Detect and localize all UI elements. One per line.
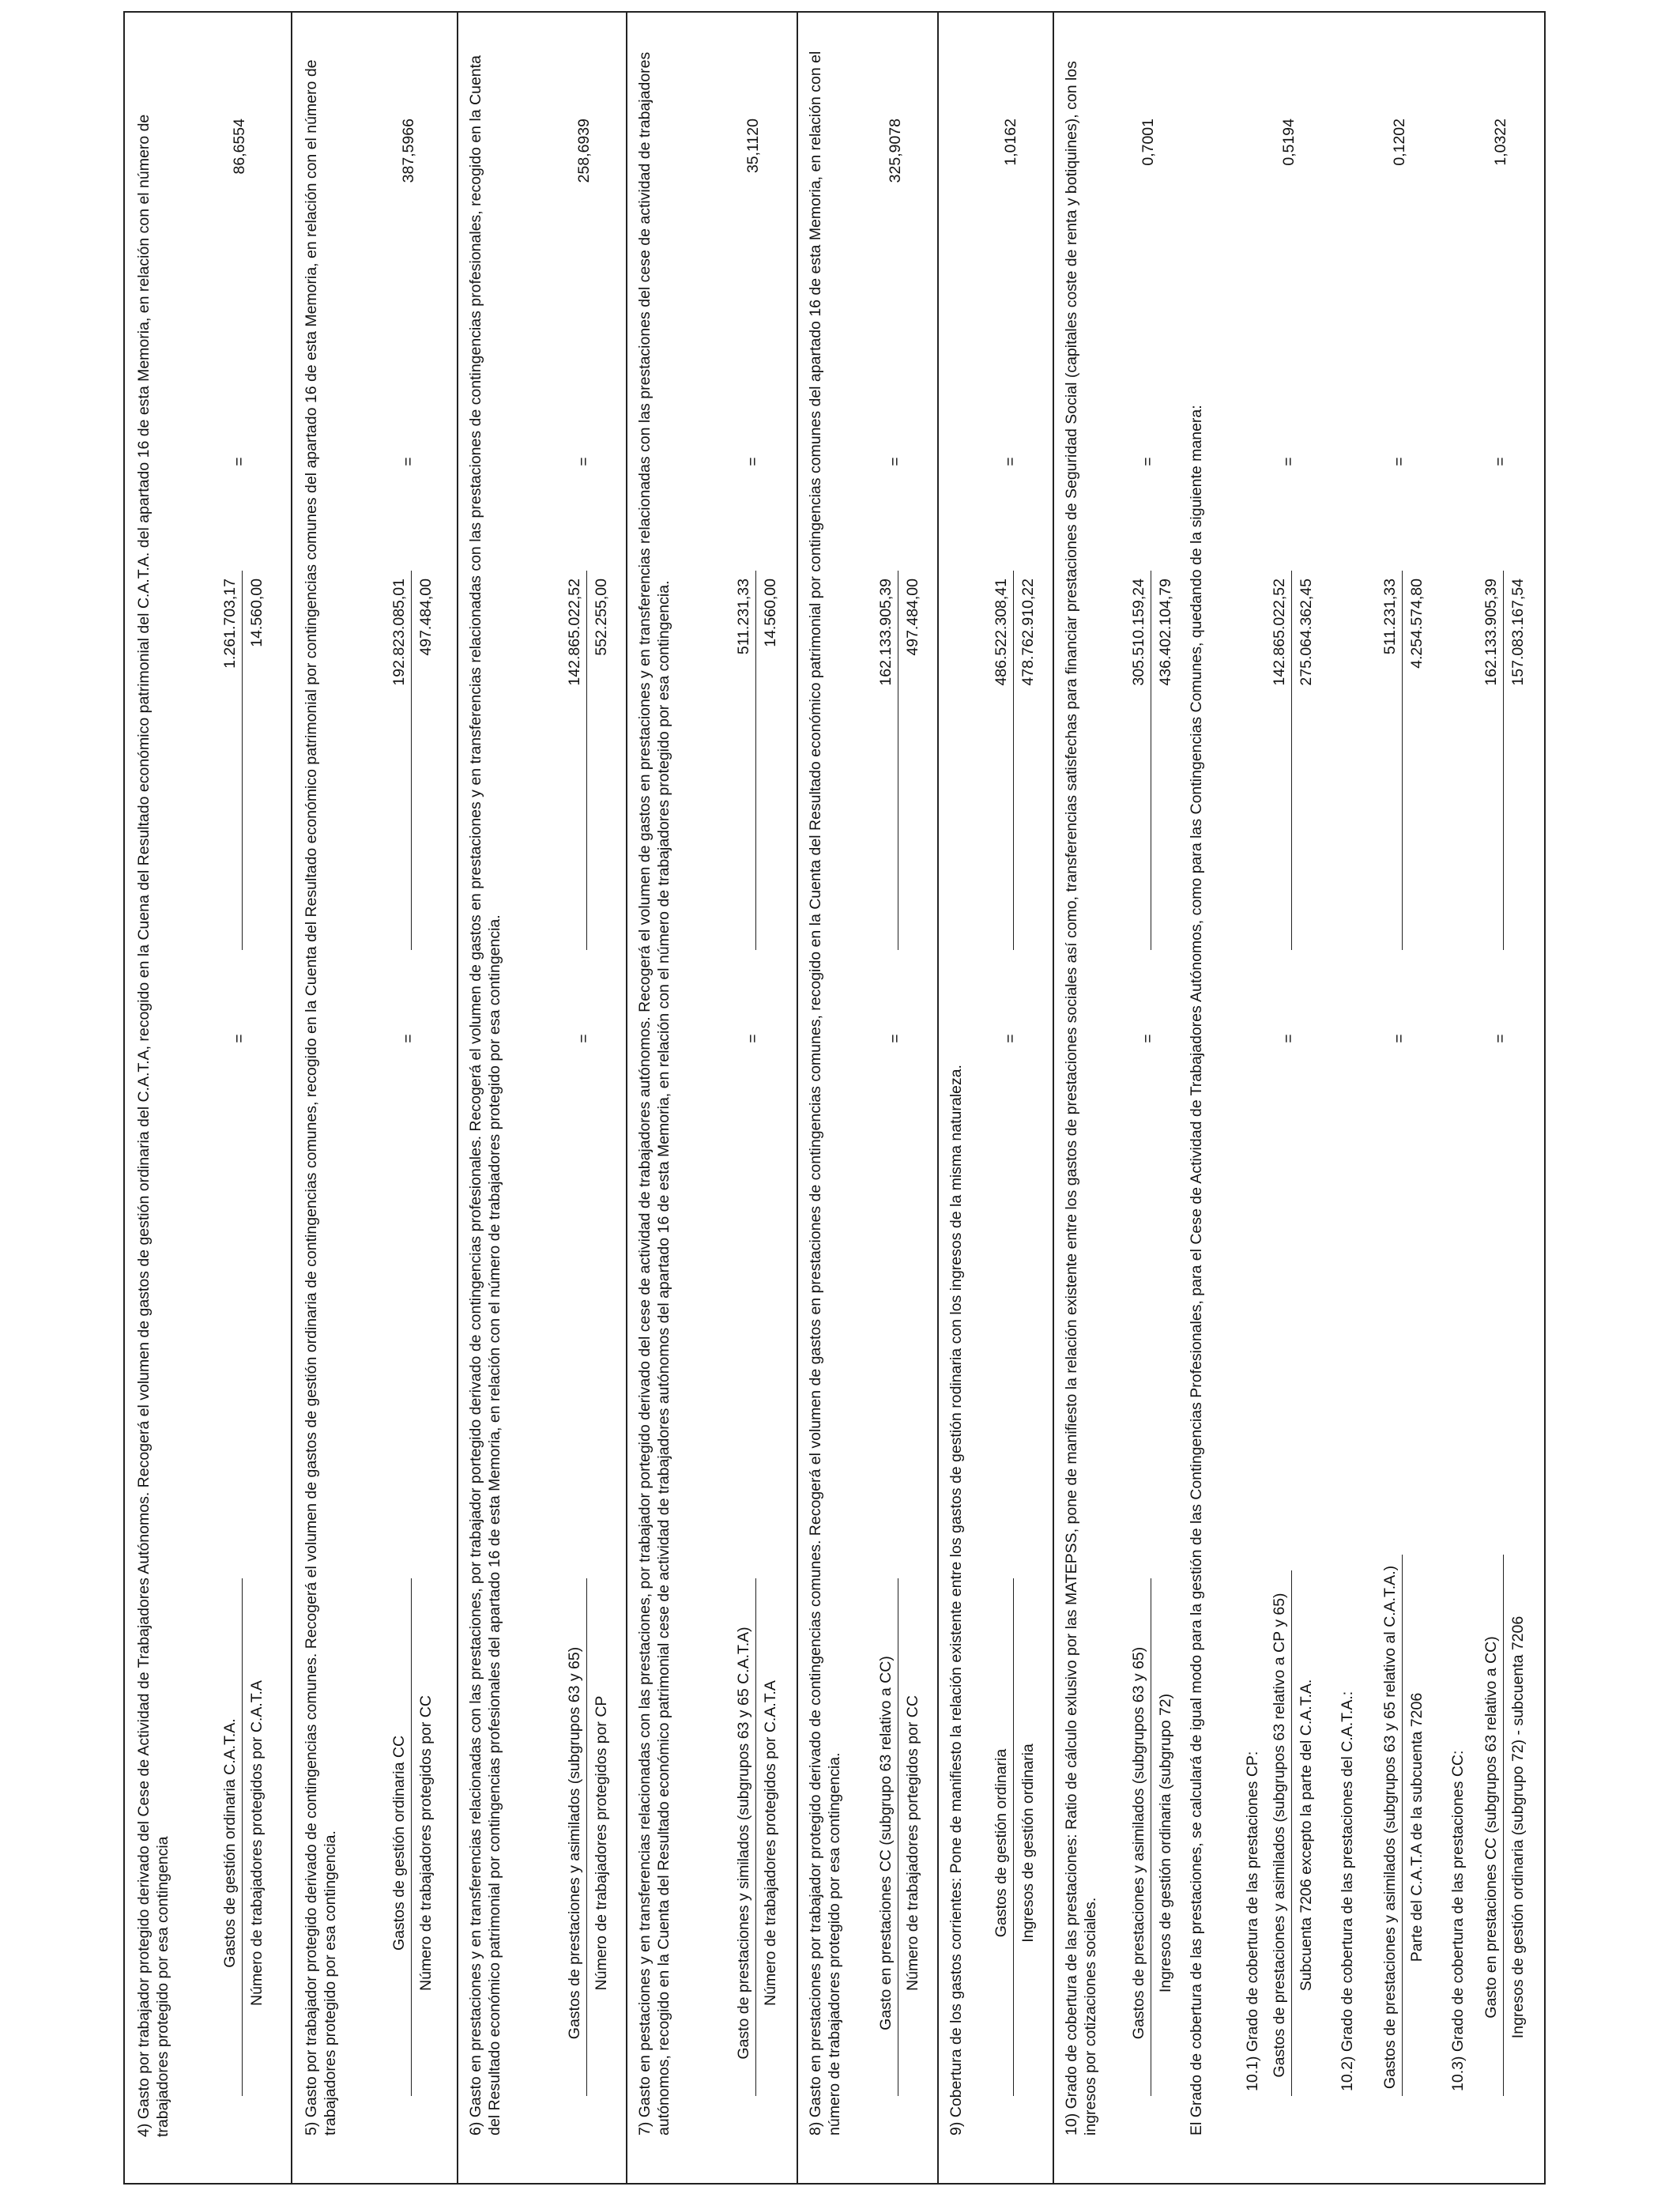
section-9-eq-2: = — [1002, 457, 1019, 466]
section-10-2-result: 0,1202 — [1391, 119, 1408, 166]
section-4-num-value: 1.261.703,17 — [221, 579, 239, 669]
section-10 — [1054, 13, 1543, 2183]
section-10-2-eq-1: = — [1391, 1034, 1408, 1043]
section-4-num-label: Gastos de gestión ordinaria C.A.T.A. — [221, 1718, 239, 1968]
section-5-den-value: 497.484,00 — [417, 579, 435, 656]
section-5-text: 5) Gasto por trabajador protegido derivado de contingencias comunes. Recogerá el volumen de gastos de gestión ordinaria de contingencias comunes, recogido en la Cuenta del Resultado económico patrimonial por contingencias comunes del apartado 16 de esta Memoria, en relación con el número de trabajadores protegido por esa contingencia. — [303, 59, 340, 2136]
section-6-den-value: 552.255,00 — [593, 579, 610, 656]
section-9-label-rule — [1013, 1578, 1014, 2096]
section-10-text: 10) Grado de cobertura de las prestaciones: Ratio de cálculo exlusivo por las MATEPSS, pone de manifiesto la relación existente entre los gastos de prestaciones sociales así como, transferencias satisfechas para financiar prestaciones de Seguridad Social (capitales coste de renta y botiquines), con los ingresos por cotizaciones sociales. — [1063, 61, 1100, 2136]
section-10-1-eq-1: = — [1280, 1034, 1298, 1043]
section-9-eq-1: = — [1002, 1034, 1019, 1043]
section-7 — [627, 13, 798, 2183]
section-10-1-num-label: Gastos de prestaciones y asimilados (subgrupos 63 relativo a CP y 65) — [1271, 1593, 1288, 2078]
section-4 — [125, 13, 292, 2183]
section-8-num-label: Gasto en prestaciones CC (subgrupo 63 relativo a CC) — [877, 1656, 895, 2030]
section-7-num-value: 511.231,33 — [735, 579, 752, 655]
section-10-3-title: 10.3) Grado de cobertura de las prestaciones CC: — [1449, 1750, 1467, 2091]
section-4-eq-2: = — [231, 457, 248, 466]
section-8 — [798, 13, 939, 2183]
section-8-result: 325,9078 — [887, 119, 904, 183]
section-8-text: 8) Gasto en prestaciones por trabajador protegido derivado de contingencias comunes. Recogerá el volumen de gastos en prestaciones de contingencias comunes, recogido en la Cuenta del Resultado económico patrimonial por contingencias comunes del apartado 16 de esta Memoria, en relación con el número de trabajadores protegido por esa contingencia. — [807, 51, 844, 2136]
section-10-eq-2: = — [1139, 457, 1157, 466]
section-6-label-rule — [586, 1578, 587, 2096]
section-5-value-rule — [411, 571, 412, 950]
section-10-den-label: Ingresos de gestión ordinaria (subgrupo 72) — [1157, 1693, 1174, 1993]
section-6-eq-2: = — [575, 457, 593, 466]
section-10-result: 0,7001 — [1139, 119, 1157, 166]
section-10-3-result: 1,0322 — [1492, 119, 1509, 166]
section-6-num-value: 142.865.022,52 — [566, 579, 583, 686]
section-10-2-title: 10.2) Grado de cobertura de las prestaciones del C.A.T.A.: — [1339, 1691, 1356, 2091]
section-7-value-rule — [755, 571, 756, 950]
section-8-eq-2: = — [887, 457, 904, 466]
section-5-eq-2: = — [400, 457, 417, 466]
section-6-result: 258,6939 — [575, 119, 593, 183]
section-9-num-value: 486.522.308,41 — [993, 579, 1010, 686]
section-6-value-rule — [586, 571, 587, 950]
section-9-den-label: Ingresos de gestión ordinaria — [1019, 1744, 1037, 1943]
section-9-num-label: Gastos de gestión ordinaria — [993, 1748, 1010, 1938]
section-10-2-num-value: 511.231,33 — [1381, 579, 1399, 655]
section-10-num-value: 305.510.159,24 — [1130, 579, 1147, 686]
rotated-page — [125, 13, 1544, 2183]
section-5-label-rule — [411, 1578, 412, 2096]
section-5-eq-1: = — [400, 1034, 417, 1043]
section-10-1-label-rule — [1291, 1570, 1292, 2096]
section-10-3-value-rule — [1503, 571, 1504, 950]
section-8-den-value: 497.484,00 — [904, 579, 921, 656]
section-10-1-den-value: 275.064.362,45 — [1298, 579, 1315, 686]
section-6-den-label: Número de trabajadores protegidos por CP — [593, 1695, 610, 1991]
section-10-1-result: 0,5194 — [1280, 119, 1298, 166]
section-10-3-eq-1: = — [1492, 1034, 1509, 1043]
section-5-num-label: Gastos de gestión ordinaria CC — [390, 1735, 408, 1951]
section-10-3-num-label: Gasto en prestaciones CC (subgrupos 63 relativo a CC) — [1482, 1636, 1500, 2019]
section-7-den-value: 14.560,00 — [762, 579, 779, 647]
section-10-2-den-label: Parte del C.A.T.A de la subcuenta 7206 — [1408, 1692, 1426, 1962]
section-6-num-label: Gastos de prestaciones y asimilados (subgrupos 63 y 65) — [566, 1646, 583, 2040]
section-10-1-eq-2: = — [1280, 457, 1298, 466]
section-8-eq-1: = — [887, 1034, 904, 1043]
section-9 — [939, 13, 1054, 2183]
section-6-eq-1: = — [575, 1034, 593, 1043]
section-4-result: 86,6554 — [231, 119, 248, 175]
section-10-3-eq-2: = — [1492, 457, 1509, 466]
section-10-1-num-value: 142.865.022,52 — [1271, 579, 1288, 686]
section-9-result: 1,0162 — [1002, 119, 1019, 166]
section-10-3-num-value: 162.133.905,39 — [1482, 579, 1500, 686]
section-7-eq-2: = — [744, 457, 762, 466]
section-7-num-label: Gasto de prestaciones y similados (subgrupos 63 y 65 C.A.T.A) — [735, 1627, 752, 2060]
section-10-2-num-label: Gastos de prestaciones y asimilados (subgrupos 63 y 65 relativo al C.A.T.A.) — [1381, 1565, 1399, 2090]
section-4-den-label: Número de trabajadores protegidos por C.A.T.A — [248, 1680, 266, 2006]
section-4-eq-1: = — [231, 1034, 248, 1043]
section-7-eq-1: = — [744, 1034, 762, 1043]
section-10-2-den-value: 4.254.574,80 — [1408, 579, 1426, 669]
section-8-num-value: 162.133.905,39 — [877, 579, 895, 686]
section-9-den-value: 478.762.910,22 — [1019, 579, 1037, 686]
section-10-2-value-rule — [1402, 571, 1403, 950]
section-10-1-den-label: Subcuenta 7206 excepto la parte del C.A.T.A. — [1298, 1679, 1315, 1992]
section-10-num-label: Gastos de prestaciones y asimilados (subgrupos 63 y 65) — [1130, 1646, 1147, 2040]
document-frame — [123, 11, 1546, 2185]
section-4-den-value: 14.560,00 — [248, 579, 266, 647]
section-9-value-rule — [1013, 571, 1014, 950]
section-10-1-value-rule — [1291, 571, 1292, 950]
section-10-den-value: 436.402.104,79 — [1157, 579, 1174, 686]
section-4-value-rule — [242, 571, 243, 950]
section-6-text: 6) Gasto en prestaciones y en transferencias relacionadas con las prestaciones, por trabajador portegido derivado de contingencias profesionales. Recogerá el volumen de gastos en prestaciones y en transferencias relacionadas con las prestaciones de contingencias profesionales, recogido en la Cuenta del Resultado económico patrimonial por contingencias profesionales del apartado 16 de esta Memoria, en relación con el número de trabajadores protegido por esa contingencia. — [467, 55, 504, 2136]
section-4-text: 4) Gasto por trabajador protegido derivado del Cese de Actividad de Trabajadores Autónomos. Recogerá el volumen de gastos de gestión ordinaria del C.A.T.A, recogido en la Cuena del Resultado económico patrimonial del C.A.T.A. del apartado 16 de esta Memoria, en relación con el número de trabajadores protegido por esa contingencia — [135, 114, 172, 2137]
section-8-den-label: Número de trabajadores portegidos por CC — [904, 1695, 921, 1991]
section-10-1-title: 10.1) Grado de cobertura de las prestaciones CP: — [1244, 1751, 1261, 2091]
section-10-3-label-rule — [1503, 1555, 1504, 2096]
section-7-text: 7) Gasto en pestaciones y en transferencias relacionadas con las prestaciones, por trabajador portegido derivado del cese de actividad de trabajadores autónomos. Recogerá el volumen de gastos en prestaciones y en transferencias relacionadas con las prestaciones del cese de actividad de trabajadores autónomos, recogido en la Cuenta del Resultado económico patrimonial cese de actividad de trabajadores autónomos del apartado 16 de esta Memoria, en relación con el número de trabajadores protegido por esa contingencia. — [636, 51, 673, 2136]
section-6 — [458, 13, 627, 2183]
section-5-num-value: 192.823.085,01 — [390, 579, 408, 686]
section-4-label-rule — [242, 1578, 243, 2096]
section-10-3-den-value: 157.083.167,54 — [1509, 579, 1527, 686]
section-10-eq-1: = — [1139, 1034, 1157, 1043]
section-7-label-rule — [755, 1578, 756, 2096]
section-10-2-eq-2: = — [1391, 457, 1408, 466]
section-7-result: 35,1120 — [744, 119, 762, 174]
section-7-den-label: Número de trabajadores protegidos por C.A.T.A — [762, 1680, 779, 2006]
section-9-text: 9) Cobertura de los gastos corrientes: Pone de manifiesto la relación existente entre los gastos de gestión rodinaria con los ingresos de la misma naturaleza. — [947, 1065, 965, 2136]
section-5 — [292, 13, 458, 2183]
section-10-2-label-rule — [1402, 1555, 1403, 2096]
section-10-3-den-label: Ingresos de gestión ordinaria (subgrupo 72) - subcuenta 7206 — [1509, 1615, 1527, 2039]
section-5-den-label: Número de trabajadores protegidos por CC — [417, 1695, 435, 1991]
section-5-result: 387,5966 — [400, 119, 417, 183]
section-10-text2: El Grado de cobertura de las prestaciones, se calculará de igual modo para la gestión de las Contingencias Profesionales, para el Cese de Actividad de Trabajadores Autónomos, como para las Contingencias Comunes, quedando de la siguiente manera: — [1188, 405, 1205, 2136]
